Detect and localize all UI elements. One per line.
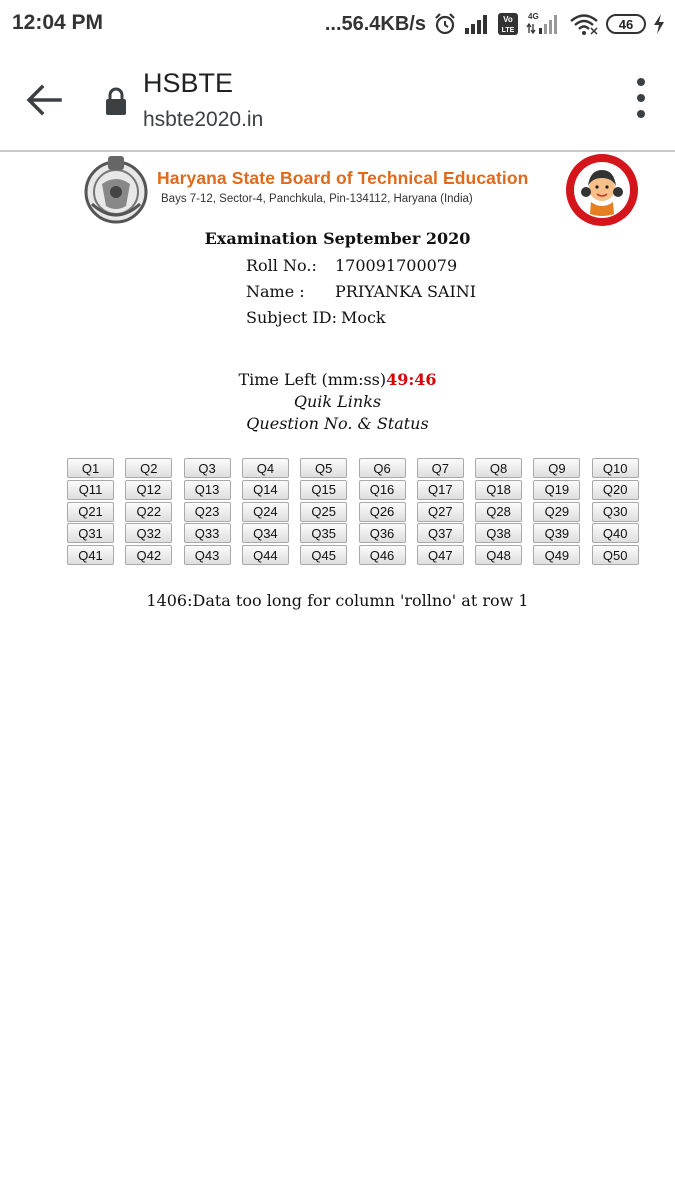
svg-text:LTE: LTE: [501, 27, 515, 34]
back-arrow-icon[interactable]: [20, 76, 68, 124]
status-time: 12:04 PM: [12, 11, 104, 34]
menu-dot: [637, 78, 645, 86]
question-button[interactable]: Q43: [184, 545, 231, 565]
question-button[interactable]: Q36: [359, 523, 406, 543]
battery-icon: [606, 14, 646, 34]
question-button[interactable]: Q46: [359, 545, 406, 565]
question-button[interactable]: Q23: [184, 502, 231, 522]
volte-icon: [497, 12, 519, 36]
time-left-value: 49:46: [386, 370, 437, 389]
question-button[interactable]: Q12: [125, 480, 172, 500]
wifi-icon: [569, 12, 599, 36]
question-button[interactable]: Q48: [475, 545, 522, 565]
question-button[interactable]: Q40: [592, 523, 639, 543]
subject-row: [246, 308, 386, 327]
question-button[interactable]: Q6: [359, 458, 406, 478]
question-button[interactable]: Q32: [125, 523, 172, 543]
status-icons: [325, 10, 665, 38]
page-content: [0, 154, 675, 1200]
beti-bachao-logo-icon: [564, 152, 640, 228]
question-button[interactable]: Q8: [475, 458, 522, 478]
roll-label: Roll No.:: [246, 256, 317, 275]
question-status-label: Question No. & Status: [246, 414, 429, 433]
question-button[interactable]: Q24: [242, 502, 289, 522]
question-button[interactable]: Q33: [184, 523, 231, 543]
lock-icon[interactable]: [104, 86, 128, 116]
question-button[interactable]: Q37: [417, 523, 464, 543]
menu-dot: [637, 110, 645, 118]
question-button[interactable]: Q11: [67, 480, 114, 500]
question-button[interactable]: Q19: [533, 480, 580, 500]
question-button[interactable]: Q5: [300, 458, 347, 478]
charging-icon: [653, 13, 665, 35]
question-button[interactable]: Q17: [417, 480, 464, 500]
board-address: Bays 7-12, Sector-4, Panchkula, Pin-134112, Haryana (India): [161, 193, 473, 205]
question-button[interactable]: Q21: [67, 502, 114, 522]
question-button[interactable]: Q45: [300, 545, 347, 565]
question-button[interactable]: Q20: [592, 480, 639, 500]
browser-toolbar: [0, 48, 675, 152]
status-bar: [0, 0, 675, 48]
svg-text:Vo: Vo: [503, 15, 513, 24]
url-host[interactable]: hsbte2020.in: [143, 108, 264, 131]
question-button[interactable]: Q29: [533, 502, 580, 522]
question-button[interactable]: Q28: [475, 502, 522, 522]
question-button[interactable]: Q1: [67, 458, 114, 478]
question-button[interactable]: Q15: [300, 480, 347, 500]
name-value: PRIYANKA SAINI: [335, 282, 477, 301]
overflow-menu-icon[interactable]: [635, 78, 647, 122]
roll-row: [246, 256, 458, 275]
question-button[interactable]: Q44: [242, 545, 289, 565]
board-name: Haryana State Board of Technical Education: [157, 168, 529, 188]
signal-icon: [464, 13, 490, 35]
net-speed: ...56.4KB/s: [324, 12, 426, 35]
header-banner: [82, 154, 642, 228]
subject-label: Subject ID:: [246, 308, 337, 327]
4g-signal-icon: [526, 11, 562, 37]
time-left-label: Time Left (mm:ss): [238, 370, 387, 389]
question-button[interactable]: Q26: [359, 502, 406, 522]
quick-links-label: Quik Links: [293, 392, 382, 411]
question-button[interactable]: Q7: [417, 458, 464, 478]
question-button[interactable]: Q41: [67, 545, 114, 565]
question-button[interactable]: Q9: [533, 458, 580, 478]
state-emblem-icon: [82, 154, 150, 226]
question-button[interactable]: Q30: [592, 502, 639, 522]
error-message: 1406:Data too long for column 'rollno' at row 1: [146, 591, 529, 610]
question-button[interactable]: Q39: [533, 523, 580, 543]
question-button[interactable]: Q14: [242, 480, 289, 500]
subject-value: Mock: [340, 308, 386, 327]
roll-value: 170091700079: [335, 256, 458, 275]
question-button[interactable]: Q47: [417, 545, 464, 565]
name-row: [246, 282, 477, 301]
question-button[interactable]: Q2: [125, 458, 172, 478]
question-button[interactable]: Q38: [475, 523, 522, 543]
question-button[interactable]: Q16: [359, 480, 406, 500]
question-button[interactable]: Q10: [592, 458, 639, 478]
question-button[interactable]: Q49: [533, 545, 580, 565]
question-button[interactable]: Q18: [475, 480, 522, 500]
question-button[interactable]: Q31: [67, 523, 114, 543]
question-button[interactable]: Q27: [417, 502, 464, 522]
exam-title: Examination September 2020: [204, 229, 471, 248]
question-button[interactable]: Q50: [592, 545, 639, 565]
question-button[interactable]: Q3: [184, 458, 231, 478]
name-label: Name :: [246, 282, 305, 301]
page-title[interactable]: HSBTE: [143, 68, 234, 98]
question-button[interactable]: Q25: [300, 502, 347, 522]
battery-level: 46: [618, 16, 634, 32]
question-button[interactable]: Q34: [242, 523, 289, 543]
time-left: [0, 370, 675, 389]
alarm-icon: [433, 12, 457, 36]
question-button[interactable]: Q22: [125, 502, 172, 522]
question-button[interactable]: Q4: [242, 458, 289, 478]
question-button[interactable]: Q42: [125, 545, 172, 565]
svg-text:4G: 4G: [528, 12, 539, 21]
question-button[interactable]: Q13: [184, 480, 231, 500]
menu-dot: [637, 94, 645, 102]
question-button[interactable]: Q35: [300, 523, 347, 543]
